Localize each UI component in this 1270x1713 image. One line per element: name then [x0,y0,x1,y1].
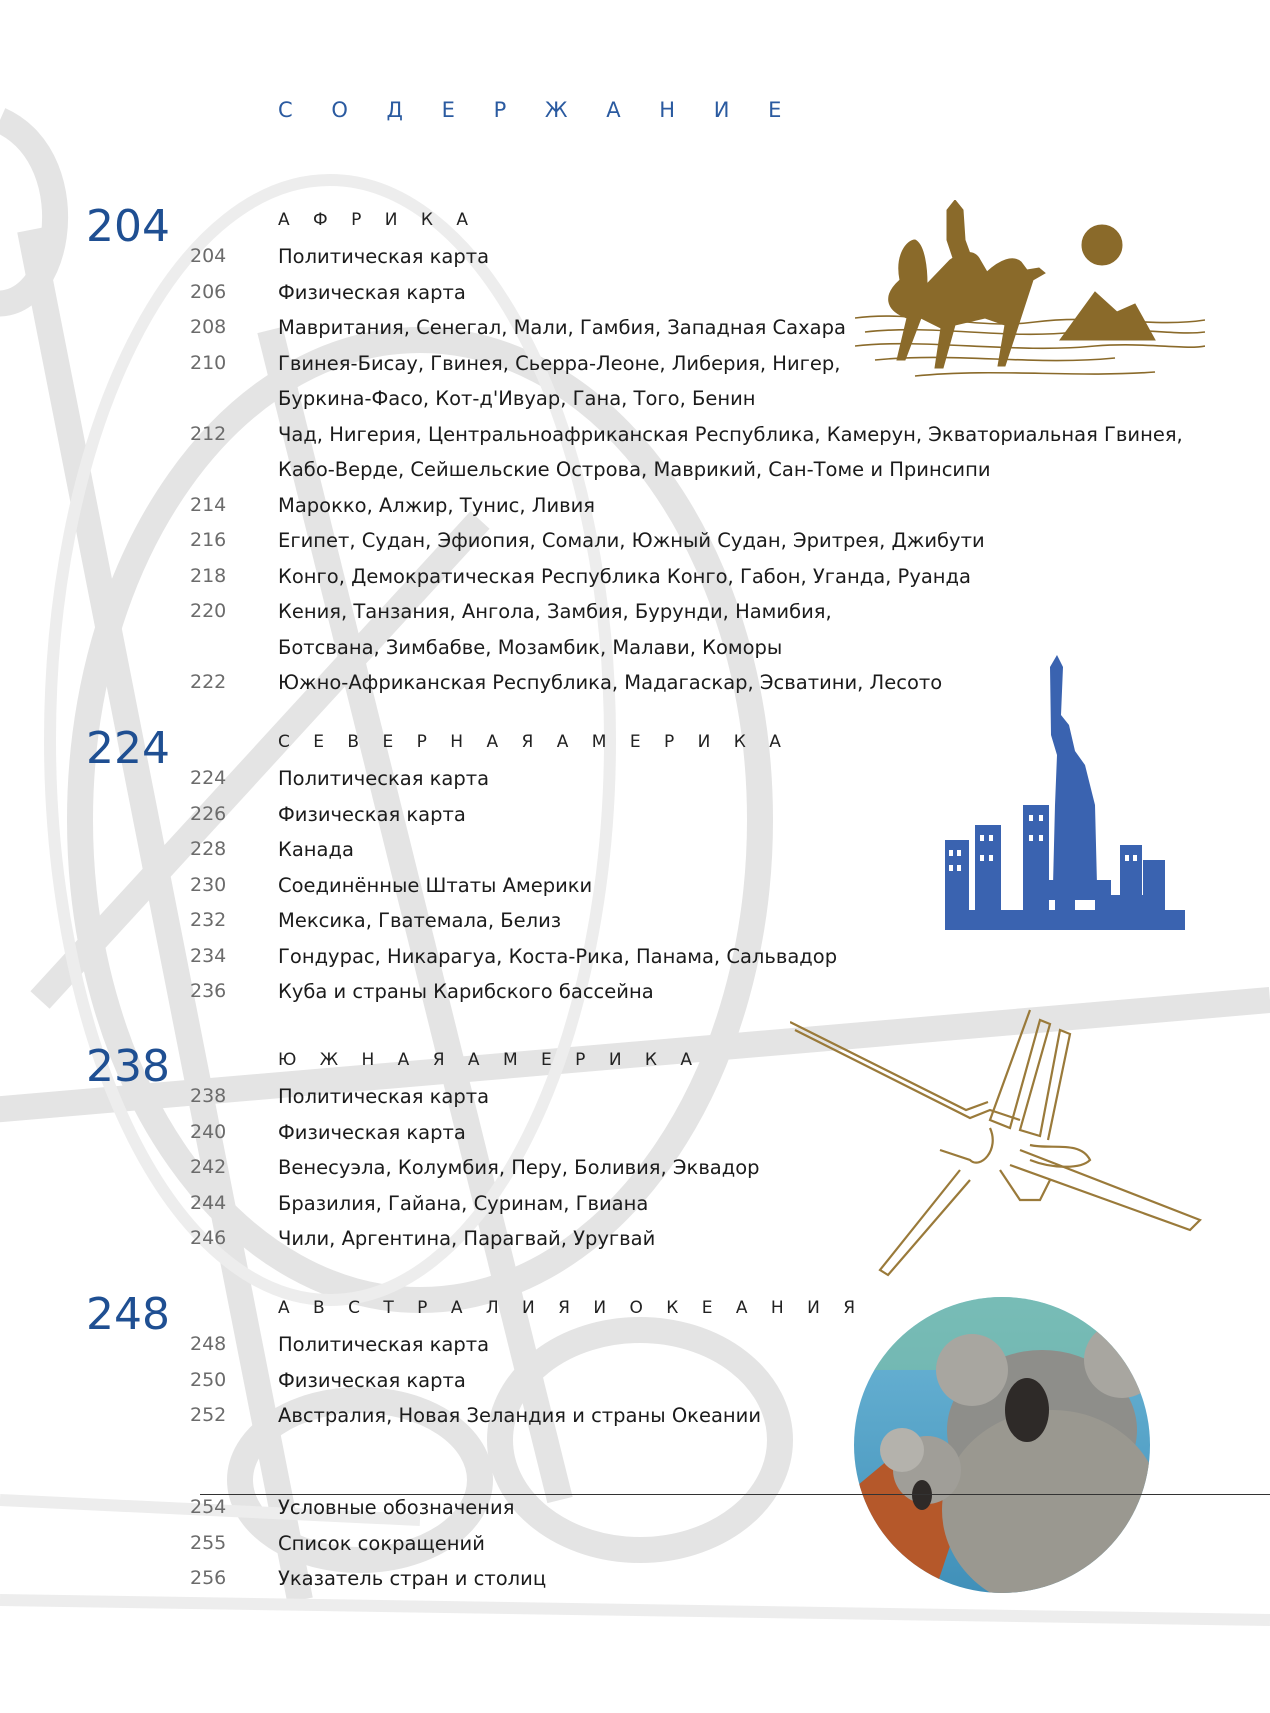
toc-entry-text: Список сокращений [278,1531,485,1555]
section-title: А В С Т Р А Л И Я И О К Е А Н И Я [278,1298,865,1318]
toc-entry[interactable] [0,559,1270,595]
toc-entry-text: Политическая карта [278,1085,490,1108]
toc-entry[interactable] [0,488,1270,524]
section-start-page[interactable]: 224 [86,723,170,774]
toc-entry-text: Гвинея-Бисау, Гвинея, Сьерра-Леоне, Либерия, Нигер, [278,351,841,375]
toc-entry[interactable] [0,1186,1270,1222]
toc-entry-text: Австралия, Новая Зеландия и страны Океании [278,1404,762,1427]
section-start-page[interactable]: 238 [86,1041,170,1092]
toc-entry-text-continued: Ботсвана, Зимбабве, Мозамбик, Малави, Коморы [278,635,783,659]
toc-page-number: 254 [190,1496,227,1518]
toc-entry[interactable] [0,1221,1270,1257]
toc-entry[interactable] [0,1150,1270,1186]
toc-page-number: 256 [190,1567,227,1589]
toc-page-number: 208 [190,316,227,338]
toc-entry-text: Указатель стран и столиц [278,1567,547,1590]
page-title: С О Д Е Р Ж А Н И Е [278,98,798,122]
toc-page-number: 234 [190,944,227,967]
toc-entry[interactable] [0,1327,1270,1363]
toc-page-number: 224 [190,767,227,789]
toc-page-number: 210 [190,351,227,374]
toc-page-number: 238 [190,1085,227,1107]
section-title: С Е В Е Р Н А Я А М Е Р И К А [278,732,790,752]
toc-page-number: 236 [190,980,227,1002]
toc-entry-text: Чили, Аргентина, Парагвай, Уругвай [278,1227,656,1250]
toc-entry[interactable] [0,1398,1270,1434]
toc-entry[interactable] [0,939,1270,975]
toc-entry-text-continued: Кабо-Верде, Сейшельские Острова, Маврикий, Сан-Томе и Принсипи [278,458,991,481]
toc-entry[interactable] [0,1363,1270,1399]
toc-entry-text: Физическая карта [278,1120,466,1144]
toc-page-number: 232 [190,909,227,931]
toc-entry[interactable] [0,974,1270,1010]
section-title: А Ф Р И К А [278,210,477,230]
toc-entry[interactable] [0,1561,1270,1597]
toc-page-number: 220 [190,600,227,622]
toc-page-number: 242 [190,1156,227,1178]
toc-page-number: 228 [190,838,227,860]
toc-entry-text-continued: Буркина-Фасо, Кот-д'Ивуар, Гана, Того, Бенин [278,387,756,410]
toc-entry-text: Кения, Танзания, Ангола, Замбия, Бурунди, Намибия, [278,600,832,623]
toc-entry[interactable] [0,1115,1270,1151]
toc-page-number: 204 [190,245,227,267]
toc-entry-text: Канада [278,838,354,861]
toc-entry-text: Венесуэла, Колумбия, Перу, Боливия, Эквадор [278,1156,760,1179]
toc-entry-text: Гондурас, Никарагуа, Коста-Рика, Панама, Сальвадор [278,944,838,968]
toc-entry[interactable] [0,239,1270,275]
toc-entry-text: Конго, Демократическая Республика Конго, Габон, Уганда, Руанда [278,564,971,588]
toc-entry-text: Физическая карта [278,802,466,826]
toc-entry-text: Египет, Судан, Эфиопия, Сомали, Южный Судан, Эритрея, Джибути [278,529,985,552]
toc-entry-text: Чад, Нигерия, Центральноафриканская Республика, Камерун, Экваториальная Гвинея, [278,422,1183,446]
toc-entry[interactable] [0,832,1270,868]
toc-entry-text: Физическая карта [278,1368,466,1392]
toc-entry[interactable] [0,761,1270,797]
toc-entry-text: Мексика, Гватемала, Белиз [278,909,562,932]
toc-entry-text: Марокко, Алжир, Тунис, Ливия [278,493,596,517]
toc-entry-text: Южно-Африканская Республика, Мадагаскар, Эсватини, Лесото [278,671,943,694]
toc-page-number: 246 [190,1227,227,1249]
toc-page-number: 252 [190,1404,227,1426]
toc-entry[interactable] [0,594,1270,665]
toc-entry-text: Политическая карта [278,1333,490,1356]
toc-entry[interactable] [0,417,1270,488]
toc-entry[interactable] [0,523,1270,559]
section-start-page[interactable]: 204 [86,201,170,252]
toc-page-number: 206 [190,280,227,303]
section-start-page[interactable]: 248 [86,1289,170,1340]
toc-entry[interactable] [0,903,1270,939]
toc-entry-text: Физическая карта [278,280,466,304]
toc-entry[interactable] [0,346,1270,417]
toc-page-number: 226 [190,802,227,825]
toc-page-number: 255 [190,1531,227,1554]
toc-page-number: 244 [190,1191,227,1214]
toc-entry-text: Бразилия, Гайана, Суринам, Гвиана [278,1191,649,1215]
toc-page-number: 248 [190,1333,227,1355]
toc-page-number: 214 [190,493,227,516]
toc-entry-text: Соединённые Штаты Америки [278,873,593,897]
toc-entry[interactable] [0,665,1270,701]
section-title: Ю Ж Н А Я А М Е Р И К А [278,1050,702,1070]
toc-page-number: 216 [190,529,227,551]
toc-entry[interactable] [0,1079,1270,1115]
toc-entry[interactable] [0,797,1270,833]
toc-entry[interactable] [0,868,1270,904]
toc-entry-text: Мавритания, Сенегал, Мали, Гамбия, Западная Сахара [278,316,846,339]
toc-page-number: 222 [190,671,227,693]
toc-page-number: 230 [190,873,227,896]
toc-entry-text: Политическая карта [278,767,490,790]
toc-entry-text: Условные обозначения [278,1496,515,1519]
toc-entry-text: Куба и страны Карибского бассейна [278,980,654,1003]
toc-entry[interactable] [0,275,1270,311]
toc-entry-text: Политическая карта [278,245,490,268]
toc-page-number: 240 [190,1120,227,1143]
toc-entry[interactable] [0,310,1270,346]
toc-entry[interactable] [0,1490,1270,1526]
toc-entry[interactable] [0,1526,1270,1562]
toc-page-number: 212 [190,422,227,445]
toc-page-number: 250 [190,1368,227,1391]
toc-page-number: 218 [190,564,227,587]
